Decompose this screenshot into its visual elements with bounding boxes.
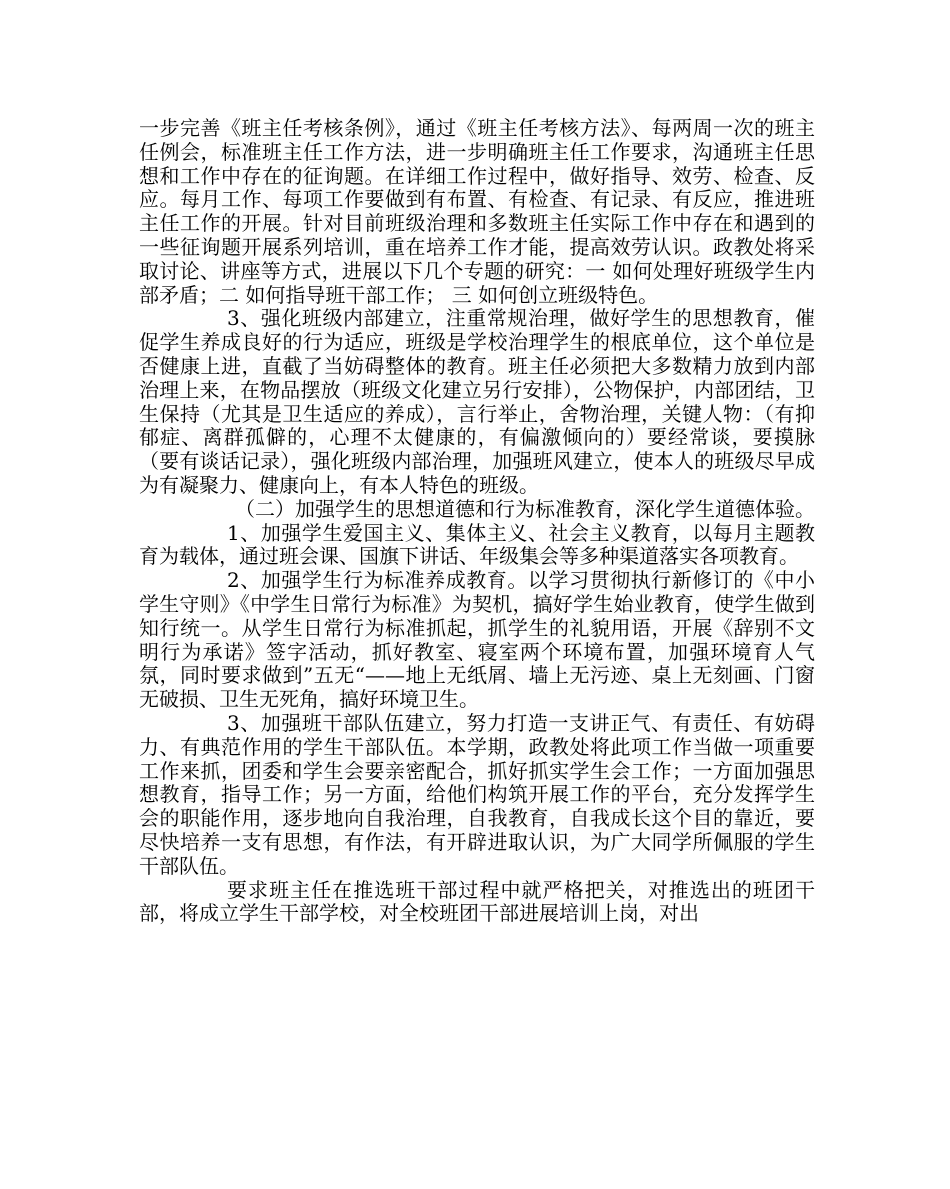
- paragraph-patriotism-education: 1、加强学生爱国主义、集体主义、社会主义教育，以每月主题教育为载体，通过班会课、国旗下讲话、年级集会等多种渠道落实各项教育。: [139, 520, 815, 569]
- paragraph-class-internal-building: 3、强化班级内部建立，注重常规治理，做好学生的思想教育，催促学生养成良好的行为适应，班级是学校治理学生的根底单位，这个单位是否健康上进，直截了当妨碍整体的教育。班主任必须把大多数精力放到内部治理上来，在物品摆放（班级文化建立另行安排），公物保护，内部团结，卫生保持（尤其是卫生适应的养成），言行举止，舍物治理，关键人物：（有抑郁症、离群孤僻的，心理不太健康的，有偏激倾向的）要经常谈，要摸脉（要有谈话记录），强化班级内部治理，加强班风建立，使本人的班级尽早成为有凝聚力、健康向上，有本人特色的班级。: [139, 306, 815, 497]
- document-body: [139, 117, 815, 926]
- paragraph-student-cadre-team: 3、加强班干部队伍建立，努力打造一支讲正气、有责任、有妨碍力、有典范作用的学生干部队伍。本学期，政教处将此项工作当做一项重要工作来抓，团委和学生会要亲密配合，抓好抓实学生会工作；一方面加强思想教育，指导工作；另一方面，给他们构筑开展工作的平台，充分发挥学生会的职能作用，逐步地向自我治理，自我教育，自我成长这个目的靠近，要尽快培养一支有思想，有作法，有开辟进取认识，为广大同学所佩服的学生干部队伍。: [139, 710, 815, 878]
- paragraph-class-teacher-assessment: 一步完善《班主任考核条例》，通过《班主任考核方法》、每两周一次的班主任例会，标准班主任工作方法，进一步明确班主任工作要求，沟通班主任思想和工作中存在的征询题。在详细工作过程中，做好指导、效劳、检查、反应。每月工作、每项工作要做到有布置、有检查、有记录、有反应，推进班主任工作的开展。针对目前班级治理和多数班主任实际工作中存在和遇到的一些征询题开展系列培训，重在培养工作才能，提高效劳认识。政教处将采取讨论、讲座等方式，进展以下几个专题的研究：一 如何处理好班级学生内部矛盾；二 如何指导班干部工作； 三 如何创立班级特色。: [139, 116, 815, 307]
- section-heading-moral-education: （二）加强学生的思想道德和行为标准教育，深化学生道德体验。: [235, 496, 815, 521]
- paragraph-cadre-selection: 要求班主任在推选班干部过程中就严格把关，对推选出的班团干部，将成立学生干部学校，对全校班团干部进展培训上岗，对出: [139, 877, 815, 926]
- paragraph-behavior-standards: 2、加强学生行为标准养成教育。以学习贯彻执行新修订的《中小学生守则》《中学生日常行为标准》为契机，搞好学生始业教育，使学生做到知行统一。从学生日常行为标准抓起，抓学生的礼貌用语，开展《辞别不文明行为承诺》签字活动，抓好教室、寝室两个环境布置，加强环境育人气氛，同时要求做到”五无“——地上无纸屑、墙上无污迹、桌上无刻画、门窗无破损、卫生无死角，搞好环境卫生。: [139, 568, 815, 712]
